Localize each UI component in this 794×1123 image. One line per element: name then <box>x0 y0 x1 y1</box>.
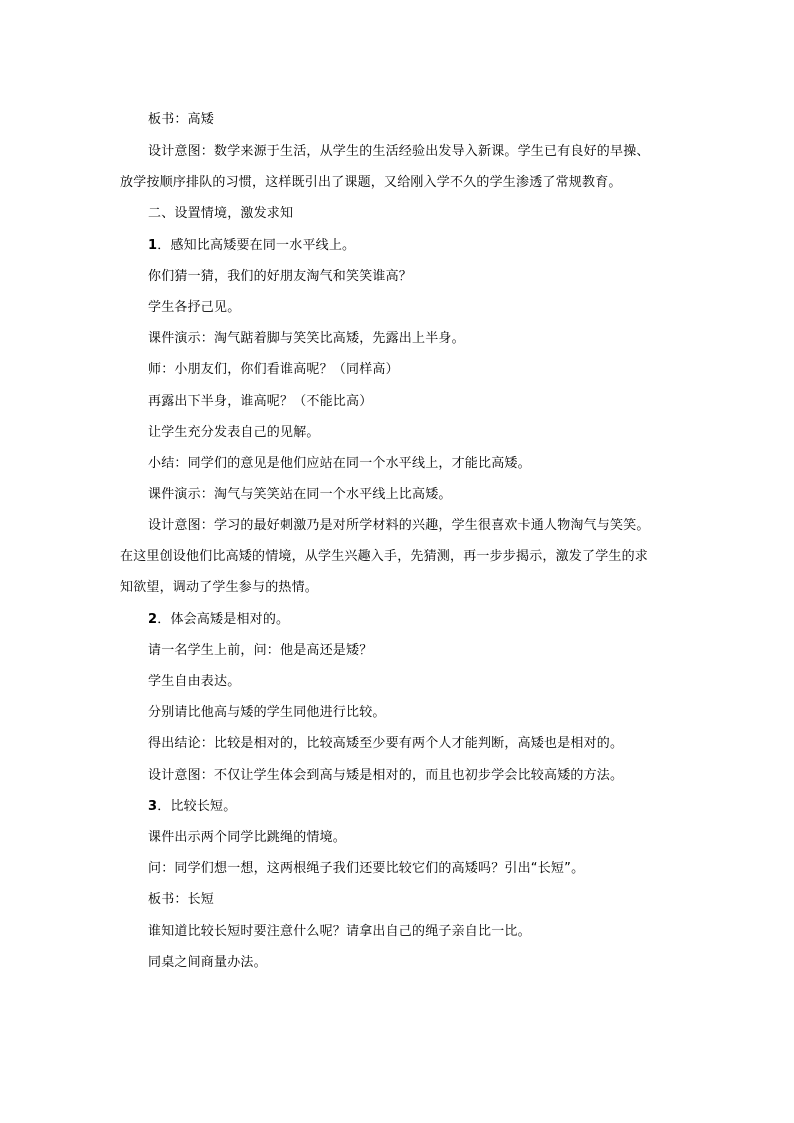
paragraph-line: 分别请比他高与矮的学生同他进行比较。 <box>148 705 386 720</box>
paragraph-line: 在这里创设他们比高矮的情境，从学生兴趣入手，先猜测，再一步步揭示，激发了学生的求 <box>120 549 649 564</box>
subheading-2: 2．体会高矮是相对的。 <box>148 612 290 627</box>
paragraph-line: 谁知道比较长短时要注意什么呢？请拿出自己的绳子亲自比一比。 <box>148 924 531 939</box>
paragraph-line: 让学生充分发表自己的见解。 <box>148 425 320 440</box>
paragraph-line: 同桌之间商量办法。 <box>148 955 267 970</box>
paragraph-line: 学生各抒己见。 <box>148 300 241 315</box>
board-note-line: 板书：长短 <box>148 892 215 907</box>
paragraph-line: 师：小朋友们，你们看谁高呢？（同样高） <box>148 362 399 377</box>
subheading-1: 1．感知比高矮要在同一水平线上。 <box>148 238 356 253</box>
paragraph-line: 课件演示：淘气踮着脚与笑笑比高矮，先露出上半身。 <box>148 331 465 346</box>
paragraph-line: 问：同学们想一想，这两根绳子我们还要比较它们的高矮吗？引出“长短”。 <box>148 861 585 876</box>
paragraph-line: 知欲望，调动了学生参与的热情。 <box>120 580 319 595</box>
paragraph-line: 课件演示：淘气与笑笑站在同一个水平线上比高矮。 <box>148 487 452 502</box>
subheading-3: 3．比较长短。 <box>148 799 237 814</box>
paragraph-line: 学生自由表达。 <box>148 674 241 689</box>
paragraph-line: 你们猜一猜，我们的好朋友淘气和笑笑谁高？ <box>148 269 413 284</box>
section-heading: 二、设置情境，激发求知 <box>148 206 294 221</box>
paragraph-line: 放学按顺序排队的习惯，这样既引出了课题，又给刚入学不久的学生渗透了常规教育。 <box>120 175 622 190</box>
conclusion-line: 得出结论：比较是相对的，比较高矮至少要有两个人才能判断，高矮也是相对的。 <box>148 736 624 751</box>
summary-line: 小结：同学们的意见是他们应站在同一个水平线上，才能比高矮。 <box>148 456 531 471</box>
design-intent-line: 设计意图：数学来源于生活，从学生的生活经验出发导入新课。学生已有良好的早操、 <box>148 144 650 159</box>
paragraph-line: 请一名学生上前，问：他是高还是矮？ <box>148 643 373 658</box>
paragraph-line: 课件出示两个同学比跳绳的情境。 <box>148 830 347 845</box>
paragraph-line: 再露出下半身，谁高呢？（不能比高） <box>148 394 373 409</box>
board-note-line: 板书：高矮 <box>148 112 215 127</box>
design-intent-line: 设计意图：不仅让学生体会到高与矮是相对的，而且也初步学会比较高矮的方法。 <box>148 768 624 783</box>
design-intent-line: 设计意图：学习的最好刺激乃是对所学材料的兴趣，学生很喜欢卡通人物淘气与笑笑。 <box>148 518 650 533</box>
